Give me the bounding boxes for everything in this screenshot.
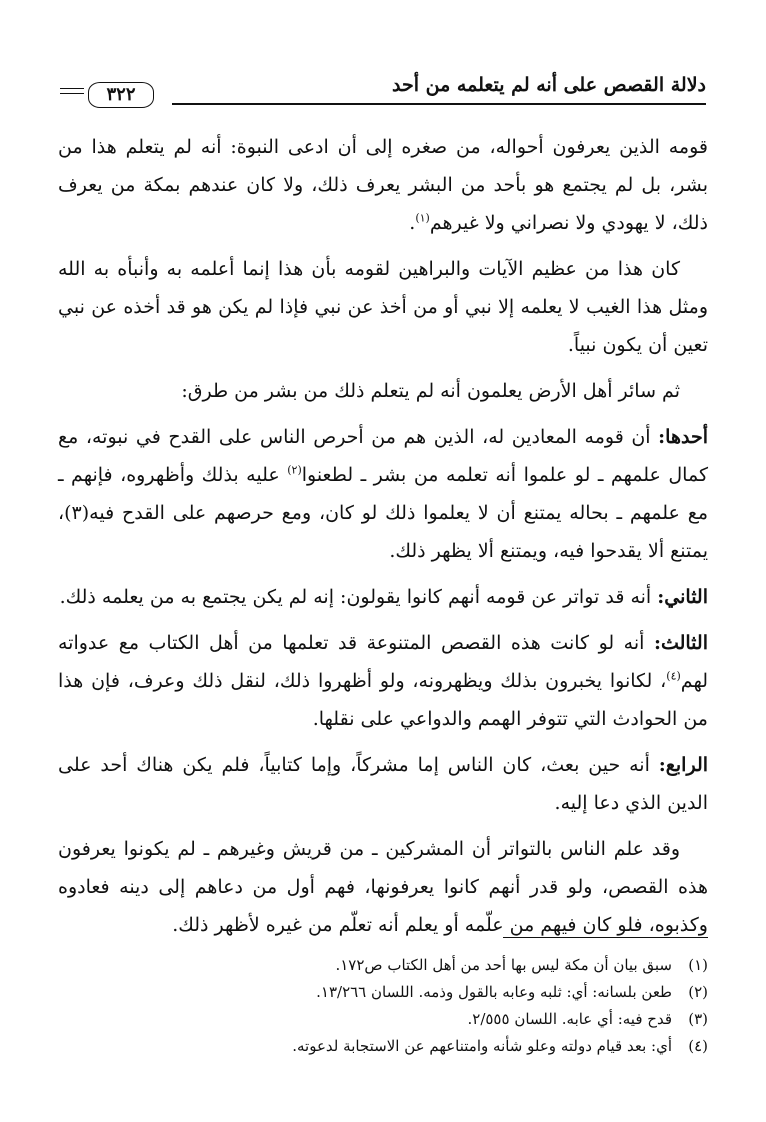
- footnote-text: طعن بلسانه: أي: ثلبه وعابه بالقول وذمه. اللسان ١٣/٢٦٦.: [316, 983, 672, 1001]
- point-lead: الثالث:: [653, 632, 708, 654]
- paragraph: [58, 624, 708, 738]
- paragraph: [58, 746, 708, 822]
- point-lead: أحدها:: [658, 426, 708, 448]
- paragraph-tail: عليه بذلك وأظهروه، فإنهم ـ مع علمهم ـ بحاله يمتنع أن لا يعلموا ذلك لو كان، ومع حرصهم على القدح فيه(٣)، يمتنع ألا يقدحوا فيه، ويمتنع ألا يظهر ذلك.: [58, 464, 708, 562]
- main-text: [58, 128, 708, 952]
- footnote-text: سبق بيان أن مكة ليس بها أحد من أهل الكتاب ص١٧٢.: [335, 956, 672, 974]
- footnote-mark: (١): [688, 956, 708, 974]
- running-header: [60, 66, 706, 110]
- point-lead: الرابع:: [658, 754, 709, 776]
- paragraph: [58, 578, 708, 616]
- footnote-mark: (٢): [688, 983, 708, 1001]
- footnote-mark: (٤): [688, 1037, 708, 1055]
- footnote: [58, 1006, 708, 1033]
- footnote-ref: (٤): [666, 669, 681, 683]
- paragraph: [58, 418, 708, 570]
- paragraph-tail: .: [409, 212, 416, 234]
- footnote-text: أي: بعد قيام دولته وعلو شأنه وامتناعهم عن الاستجابة لدعوته.: [292, 1037, 672, 1055]
- running-title: دلالة القصص على أنه لم يتعلمه من أحد: [392, 74, 706, 96]
- paragraph: [58, 372, 708, 410]
- paragraph-tail: ، لكانوا يخبرون بذلك ويظهرونه، ولو أظهروا ذلك، لنقل ذلك وعرف، فإن هذا من الحوادث التي تتوفر الهمم والدواعي على نقلها.: [58, 670, 708, 730]
- page-number: ٣٢٢: [88, 82, 154, 108]
- footnote-ref: (١): [415, 211, 430, 225]
- footnote-separator: [503, 937, 708, 938]
- paragraph-text: أنه قد تواتر عن قومه أنهم كانوا يقولون: إنه لم يكن يجتمع به من يعلمه ذلك.: [59, 586, 652, 608]
- paragraph: [58, 250, 708, 364]
- footnote: [58, 979, 708, 1006]
- paragraph-text: ثم سائر أهل الأرض يعلمون أنه لم يتعلم ذلك من بشر من طرق:: [181, 380, 680, 402]
- paragraph: [58, 830, 708, 944]
- double-line-ornament: [60, 88, 84, 98]
- page-number-box: [60, 82, 172, 108]
- footnotes: [58, 952, 708, 1060]
- paragraph-text: كان هذا من عظيم الآيات والبراهين لقومه بأن هذا إنما أعلمه به وأنبأه به الله ومثل هذا الغيب لا يعلمه إلا نبي أو من أخذ عن نبي فإذا لم يكن هو قد أخذه عن نبي تعين أن يكون نبياً.: [58, 258, 708, 356]
- paragraph: [58, 128, 708, 242]
- paragraph-text: وقد علم الناس بالتواتر أن المشركين ـ من قريش وغيرهم ـ لم يكونوا يعرفون هذه القصص، ولو قدر أنهم كانوا يعرفونها، فهم أول من دعاهم إلى دينه فعادوه وكذبوه، فلو كان فيهم من علّمه أو يعلم أنه تعلّم من غيره لأظهر ذلك.: [58, 838, 708, 936]
- footnote-text: قدح فيه: أي عابه. اللسان ٢/٥٥٥.: [467, 1010, 672, 1028]
- point-lead: الثاني:: [657, 586, 708, 608]
- footnote: [58, 1033, 708, 1060]
- footnote-ref: (٢): [287, 463, 302, 477]
- paragraph-text: أنه لو كانت هذه القصص المتنوعة قد تعلمها من أهل الكتاب مع عدواته لهم: [58, 632, 708, 692]
- footnote-mark: (٣): [688, 1010, 708, 1028]
- paragraph-text: أنه حين بعث، كان الناس إما مشركاً، وإما كتابياً، فلم يكن هناك أحد على الدين الذي دعا إليه.: [58, 754, 708, 814]
- paragraph-text: أن قومه المعادين له، الذين هم من أحرص الناس على القدح في نبوته، مع كمال علمهم ـ لو علموا أنه تعلمه من بشر ـ لطعنوا: [58, 426, 708, 486]
- footnote: [58, 952, 708, 979]
- paragraph-text: قومه الذين يعرفون أحواله، من صغره إلى أن ادعى النبوة: أنه لم يتعلم هذا من بشر، بل لم يجتمع هو بأحد من البشر يعرف ذلك، ولا كان عندهم بمكة من يعرف ذلك، لا يهودي ولا نصراني ولا غيرهم: [58, 136, 708, 234]
